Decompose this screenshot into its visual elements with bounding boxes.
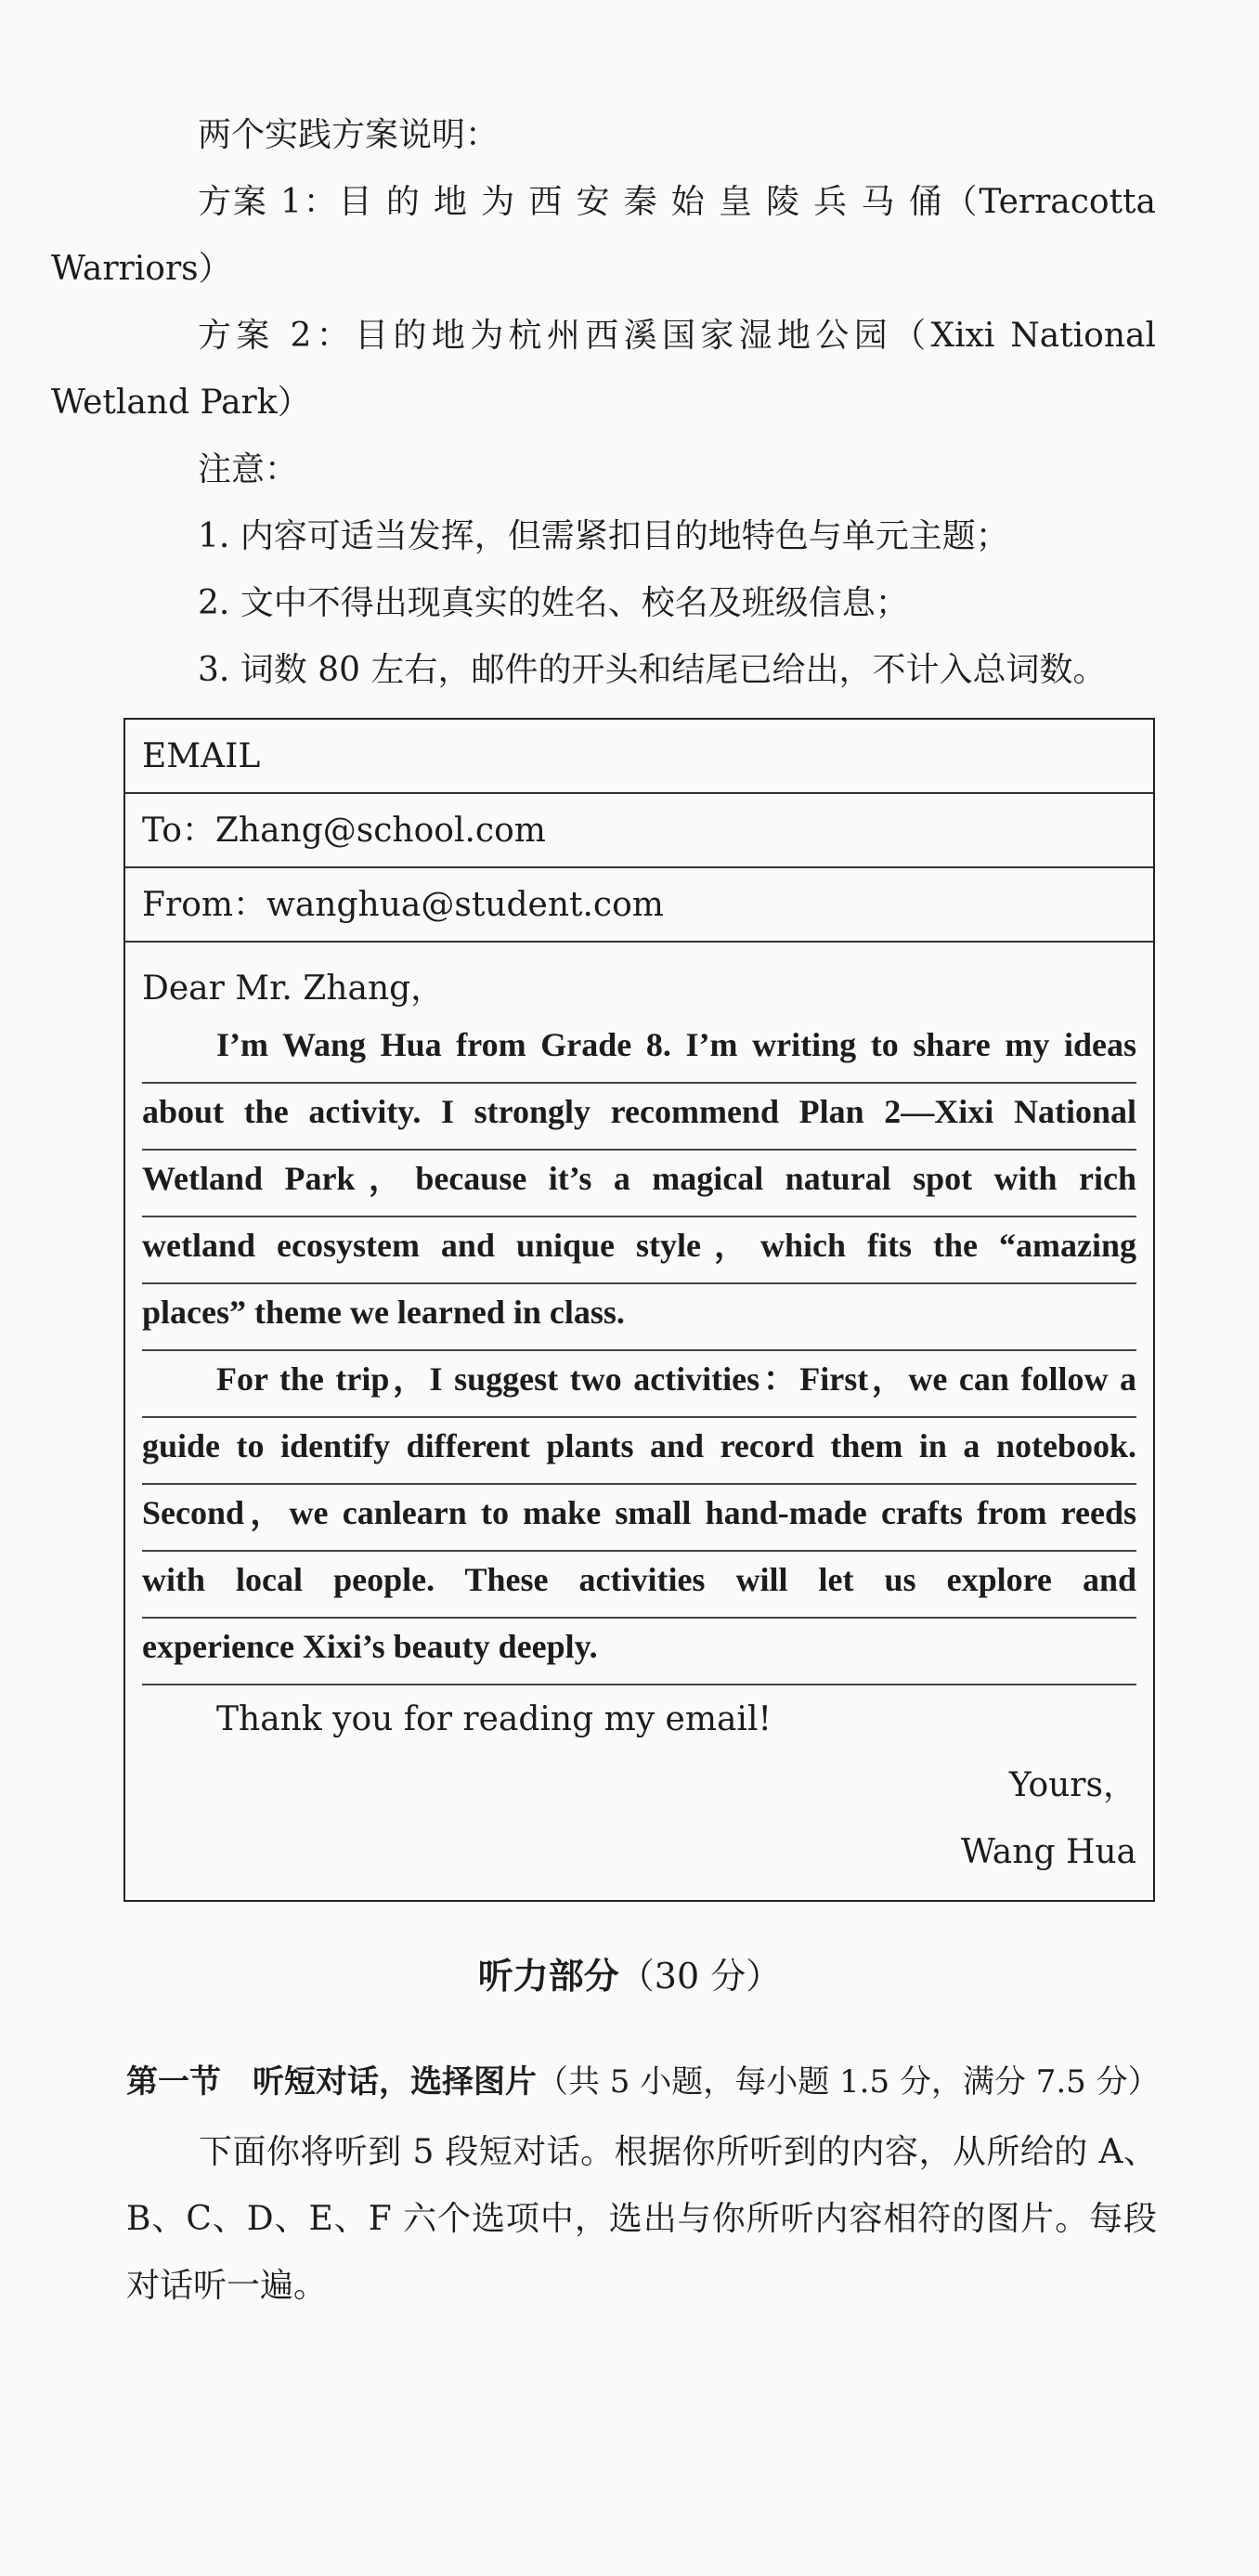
note-label: 注意： bbox=[198, 450, 299, 488]
listening-title-points: （30 分） bbox=[618, 1956, 782, 1997]
email-paragraph-1 bbox=[142, 1017, 1136, 1351]
intro-section bbox=[51, 102, 1156, 704]
plan1-line1: 方案 1：目 的 地 为 西 安 秦 始 皇 陵 兵 马 俑（Terracotta bbox=[198, 183, 1156, 221]
listening-title-text: 听力部分 bbox=[477, 1956, 619, 1997]
answer-line: places” theme we learned in class. bbox=[142, 1284, 1136, 1351]
note-item: 1. 内容可适当发挥，但需紧扣目的地特色与单元主题； bbox=[198, 517, 1009, 555]
email-header: EMAIL bbox=[125, 720, 1153, 794]
note-item: 3. 词数 80 左右，邮件的开头和结尾已给出，不计入总词数。 bbox=[198, 651, 1107, 689]
email-to: To：Zhang@school.com bbox=[125, 794, 1153, 868]
section-one-instructions: 下面你将听到 5 段短对话。根据你所听到的内容，从所给的 A、B、C、D、E、F 六个选项中，选出与你所听内容相符的图片。每段对话听一遍。 bbox=[126, 2133, 1157, 2305]
email-thanks: Thank you for reading my email! bbox=[216, 1700, 772, 1738]
plan1-line2: Warriors） bbox=[51, 250, 232, 288]
email-signature: Wang Hua bbox=[960, 1833, 1136, 1871]
answer-line: experience Xixi’s beauty deeply. bbox=[142, 1619, 1136, 1685]
answer-line: I’m Wang Hua from Grade 8. I’m writing to share my ideas bbox=[142, 1017, 1136, 1084]
answer-line: Wetland Park，because it’s a magical natural spot with rich bbox=[142, 1151, 1136, 1217]
answer-line: with local people. These activities will let us explore and bbox=[142, 1552, 1136, 1619]
plan2-line1: 方案 2：目的地为杭州西溪国家湿地公园（Xixi National bbox=[198, 317, 1156, 355]
answer-line: wetland ecosystem and unique style，which fits the “amazing bbox=[142, 1217, 1136, 1284]
answer-line: Second，we canlearn to make small hand-made crafts from reeds bbox=[142, 1485, 1136, 1552]
intro-heading: 两个实践方案说明： bbox=[198, 116, 500, 154]
answer-line: guide to identify different plants and record them in a notebook. bbox=[142, 1418, 1136, 1485]
answer-line: about the activity. I strongly recommend Plan 2—Xixi National bbox=[142, 1084, 1136, 1151]
email-greeting: Dear Mr. Zhang， bbox=[142, 969, 445, 1008]
answer-line: For the trip，I suggest two activities：First，we can follow a bbox=[142, 1351, 1136, 1418]
listening-title bbox=[0, 1948, 1259, 2004]
email-box bbox=[123, 718, 1155, 1902]
email-closing: Yours， bbox=[1008, 1766, 1136, 1804]
email-body bbox=[125, 943, 1153, 1886]
note-item: 2. 文中不得出现真实的姓名、校名及班级信息； bbox=[198, 584, 909, 622]
email-paragraph-2 bbox=[142, 1351, 1136, 1685]
section-one-label: 第一节 听短对话，选择图片 bbox=[126, 2063, 537, 2101]
section-one-heading bbox=[126, 2054, 1160, 2110]
email-from: From：wanghua@student.com bbox=[125, 868, 1153, 943]
section-one-note: （共 5 小题，每小题 1.5 分，满分 7.5 分） bbox=[537, 2063, 1160, 2101]
plan2-line2: Wetland Park） bbox=[51, 384, 311, 422]
